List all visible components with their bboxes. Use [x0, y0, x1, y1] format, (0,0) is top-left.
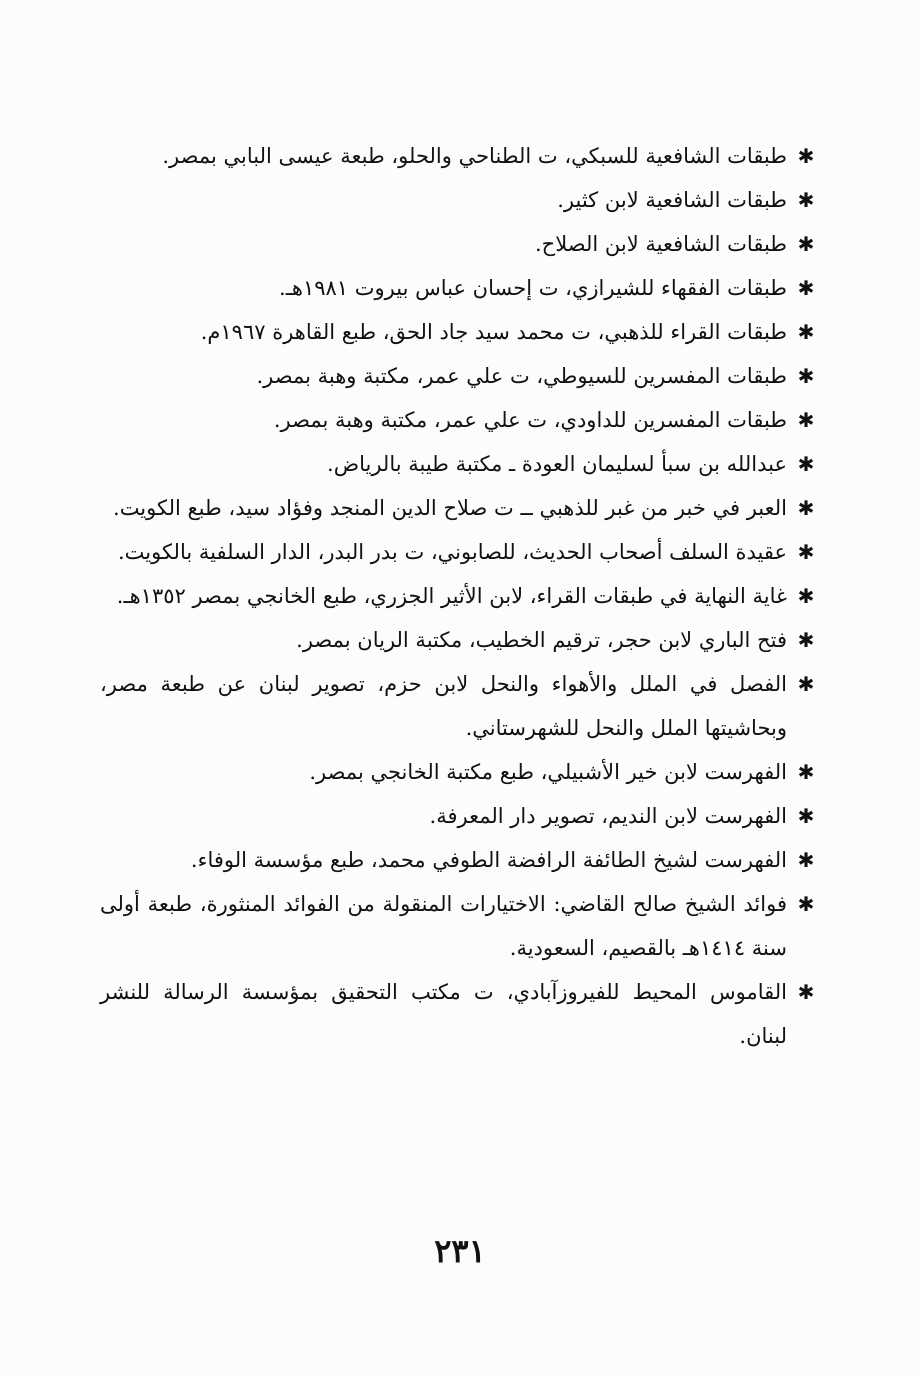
bibliography-entry: [100, 530, 825, 574]
bibliography-entry: [100, 442, 825, 486]
asterisk-bullet-icon: ✱: [797, 408, 815, 432]
asterisk-bullet-icon: ✱: [797, 584, 815, 608]
bibliography-entry: [100, 266, 825, 310]
asterisk-bullet-icon: ✱: [797, 320, 815, 344]
asterisk-bullet-icon: ✱: [797, 496, 815, 520]
bibliography-entry: [100, 838, 825, 882]
entry-text: طبقات الشافعية لابن كثير.: [557, 188, 787, 212]
entry-text: عبدالله بن سبأ لسليمان العودة ـ مكتبة طيبة بالرياض.: [327, 452, 787, 476]
entry-text: فتح الباري لابن حجر، ترقيم الخطيب، مكتبة الريان بمصر.: [296, 628, 787, 652]
entry-text: الفصل في الملل والأهواء والنحل لابن حزم، تصوير لبنان عن طبعة مصر، وبحاشيتها الملل والنحل للشهرستاني.: [100, 672, 787, 740]
entry-text: العبر في خبر من غبر للذهبي ــ ت صلاح الدين المنجد وفؤاد سيد، طبع الكويت.: [113, 496, 787, 520]
asterisk-bullet-icon: ✱: [797, 452, 815, 476]
entry-text: الفهرست لابن خير الأشبيلي، طبع مكتبة الخانجي بمصر.: [309, 760, 787, 784]
bibliography-entry: [100, 574, 825, 618]
bibliography-entry: [100, 222, 825, 266]
page-number: ٢٣١: [434, 1232, 486, 1270]
asterisk-bullet-icon: ✱: [797, 760, 815, 784]
asterisk-bullet-icon: ✱: [797, 540, 815, 564]
entry-text: طبقات القراء للذهبي، ت محمد سيد جاد الحق، طبع القاهرة ١٩٦٧م.: [200, 320, 787, 344]
bibliography-entry: [100, 618, 825, 662]
bibliography-entry: [100, 310, 825, 354]
bibliography-entry: [100, 178, 825, 222]
asterisk-bullet-icon: ✱: [797, 628, 815, 652]
asterisk-bullet-icon: ✱: [797, 188, 815, 212]
asterisk-bullet-icon: ✱: [797, 276, 815, 300]
entry-text: القاموس المحيط للفيروزآبادي، ت مكتب التحقيق بمؤسسة الرسالة للنشر لبنان.: [100, 980, 787, 1048]
entry-text: الفهرست لشيخ الطائفة الرافضة الطوفي محمد، طبع مؤسسة الوفاء.: [190, 848, 787, 872]
bibliography-entry: [100, 662, 825, 750]
asterisk-bullet-icon: ✱: [797, 672, 815, 696]
entry-text: طبقات الشافعية للسبكي، ت الطناحي والحلو، طبعة عيسى البابي بمصر.: [162, 144, 787, 168]
entry-text: فوائد الشيخ صالح القاضي: الاختيارات المنقولة من الفوائد المنثورة، طبعة أولى سنة ١٤١٤هـ بالقصيم، السعودية.: [100, 892, 787, 960]
bibliography-entry: [100, 882, 825, 970]
entry-text: غاية النهاية في طبقات القراء، لابن الأثير الجزري، طبع الخانجي بمصر ١٣٥٢هـ.: [116, 584, 787, 608]
asterisk-bullet-icon: ✱: [797, 980, 815, 1004]
bibliography-entry: [100, 750, 825, 794]
entry-text: عقيدة السلف أصحاب الحديث، للصابوني، ت بدر البدر، الدار السلفية بالكويت.: [117, 540, 787, 564]
entry-text: طبقات المفسرين للداودي، ت علي عمر، مكتبة وهبة بمصر.: [273, 408, 787, 432]
asterisk-bullet-icon: ✱: [797, 892, 815, 916]
entry-text: الفهرست لابن النديم، تصوير دار المعرفة.: [429, 804, 787, 828]
asterisk-bullet-icon: ✱: [797, 232, 815, 256]
bibliography-entry: [100, 794, 825, 838]
entry-text: طبقات الفقهاء للشيرازي، ت إحسان عباس بيروت ١٩٨١هـ.: [279, 276, 787, 300]
bibliography-entry: [100, 970, 825, 1058]
bibliography-list: [100, 134, 825, 1058]
asterisk-bullet-icon: ✱: [797, 848, 815, 872]
entry-text: طبقات الشافعية لابن الصلاح.: [534, 232, 787, 256]
asterisk-bullet-icon: ✱: [797, 144, 815, 168]
bibliography-entry: [100, 398, 825, 442]
bibliography-entry: [100, 134, 825, 178]
bibliography-entry: [100, 354, 825, 398]
entry-text: طبقات المفسرين للسيوطي، ت علي عمر، مكتبة وهبة بمصر.: [256, 364, 787, 388]
asterisk-bullet-icon: ✱: [797, 364, 815, 388]
asterisk-bullet-icon: ✱: [797, 804, 815, 828]
bibliography-entry: [100, 486, 825, 530]
